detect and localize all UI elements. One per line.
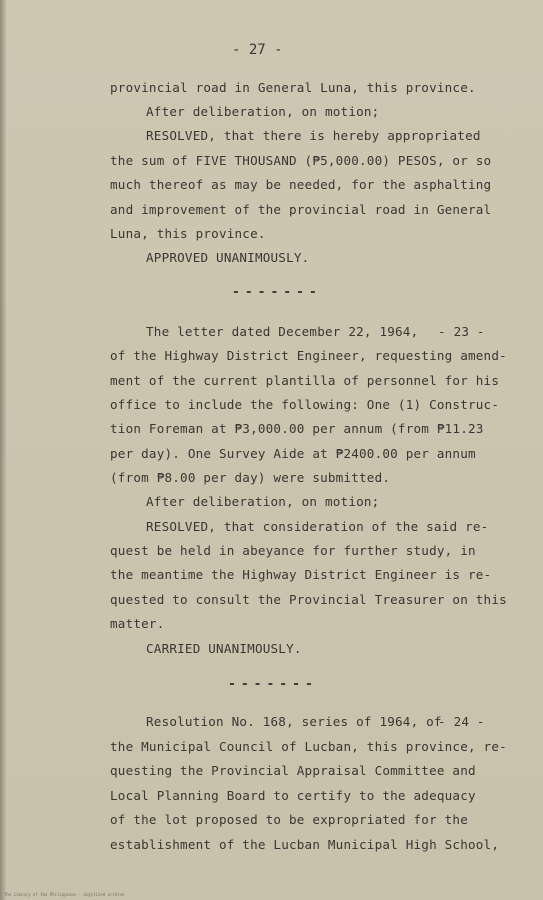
text-line: tion Foreman at ₱3,000.00 per annum (from ₱11.23: [110, 421, 484, 436]
text-line: of the lot proposed to be expropriated for the: [110, 812, 468, 827]
section-separator: -------: [228, 677, 318, 692]
text-line: quest be held in abeyance for further study, in: [110, 543, 476, 558]
text-line: After deliberation, on motion;: [146, 494, 380, 509]
text-line: ment of the current plantilla of personnel for his: [110, 373, 500, 388]
text-line: and improvement of the provincial road in General: [110, 202, 492, 217]
item-number: - 24 -: [438, 714, 485, 729]
text-line: questing the Provincial Appraisal Committee and: [110, 763, 476, 778]
page-number: - 27 -: [232, 42, 283, 58]
section-separator: -------: [232, 285, 322, 300]
text-line: CARRIED UNANIMOUSLY.: [146, 641, 302, 656]
text-line: The letter dated December 22, 1964,: [146, 324, 419, 339]
text-line: (from ₱8.00 per day) were submitted.: [110, 470, 391, 485]
text-line: the meantime the Highway District Engineer is re-: [110, 567, 492, 582]
text-line: APPROVED UNANIMOUSLY.: [146, 250, 310, 265]
text-line: After deliberation, on motion;: [146, 104, 380, 119]
text-line: the Municipal Council of Lucban, this province, re-: [110, 739, 507, 754]
text-line: office to include the following: One (1) Construc-: [110, 397, 500, 412]
page-binding-edge: [0, 0, 6, 900]
text-line: Local Planning Board to certify to the adequacy: [110, 788, 476, 803]
text-line: of the Highway District Engineer, requesting amend-: [110, 348, 507, 363]
item-number: - 23 -: [438, 324, 485, 339]
text-line: establishment of the Lucban Municipal High School,: [110, 837, 500, 852]
text-line: RESOLVED, that there is hereby appropriated: [146, 128, 481, 143]
text-line: Luna, this province.: [110, 226, 266, 241]
text-line: provincial road in General Luna, this province.: [110, 80, 476, 95]
text-line: quested to consult the Provincial Treasurer on this: [110, 592, 507, 607]
archive-footer: The Library of the Philippines · digitized archive: [4, 892, 125, 897]
text-line: matter.: [110, 616, 165, 631]
text-line: per day). One Survey Aide at ₱2400.00 per annum: [110, 446, 476, 461]
text-line: RESOLVED, that consideration of the said re-: [146, 519, 489, 534]
text-line: Resolution No. 168, series of 1964, of: [146, 714, 442, 729]
text-line: much thereof as may be needed, for the asphalting: [110, 177, 492, 192]
text-line: the sum of FIVE THOUSAND (₱5,000.00) PESOS, or so: [110, 153, 492, 168]
